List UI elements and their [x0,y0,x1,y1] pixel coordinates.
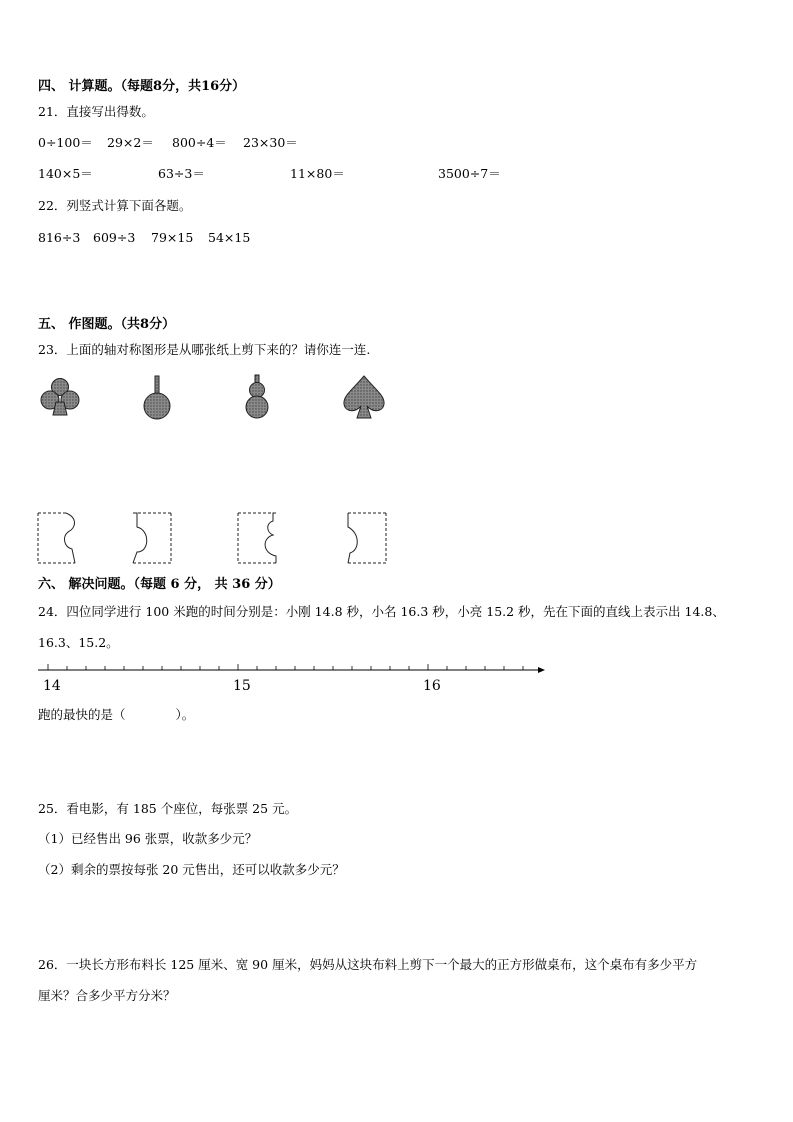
axis-label-15: 15 [233,678,251,694]
q21-item: 63÷3＝ [158,166,205,181]
q26-line2: 厘米？合多少平方分米？ [38,988,176,1003]
q21-item: 800÷4＝ [172,135,227,150]
q22-prompt: 22．列竖式计算下面各题。 [38,198,192,213]
q24-prompt-line2: 16.3、15.2。 [38,635,119,650]
q22-item: 54×15 [208,230,251,245]
section-4-heading: 四、 计算题。（每题8分，共16分） [38,79,246,94]
q24-prompt-line1: 24．四位同学进行 100 米跑的时间分别是：小刚 14.8 秒，小名 16.3 秒，小亮 15.2 秒，先在下面的直线上表示出 14.8、 [38,604,725,619]
q21-prompt: 21．直接写出得数。 [38,104,154,119]
q21-item: 29×2＝ [107,135,154,150]
q22-item: 609÷3 [93,230,136,245]
q21-item: 23×30＝ [243,135,298,150]
section-5-heading: 五、 作图题。（共8分） [38,317,176,332]
q21-item: 0÷100＝ [38,135,93,150]
q26-line1: 26．一块长方形布料长 125 厘米、宽 90 厘米，妈妈从这块布料上剪下一个最大的正方形做桌布，这个桌布有多少平方 [38,957,698,972]
q25-prompt: 25．看电影，有 185 个座位，每张票 25 元。 [38,801,298,816]
q22-item: 816÷3 [38,230,81,245]
number-line-ticks [48,664,523,670]
q24-answer-prompt: 跑的最快的是（ ）。 [38,707,195,722]
q23-prompt: 23．上面的轴对称图形是从哪张纸上剪下来的？请你连一连. [38,342,371,357]
q21-item: 11×80＝ [290,166,345,181]
q25-part1: （1）已经售出 96 张票，收款多少元？ [38,831,258,846]
q21-item: 140×5＝ [38,166,93,181]
q25-part2: （2）剩余的票按每张 20 元售出，还可以收款多少元？ [38,862,345,877]
axis-label-14: 14 [43,678,61,694]
section-6-heading: 六、 解决问题。（每题 6 分， 共 36 分） [38,577,281,592]
q21-item: 3500÷7＝ [438,166,501,181]
axis-label-16: 16 [423,678,441,694]
q22-item: 79×15 [151,230,194,245]
